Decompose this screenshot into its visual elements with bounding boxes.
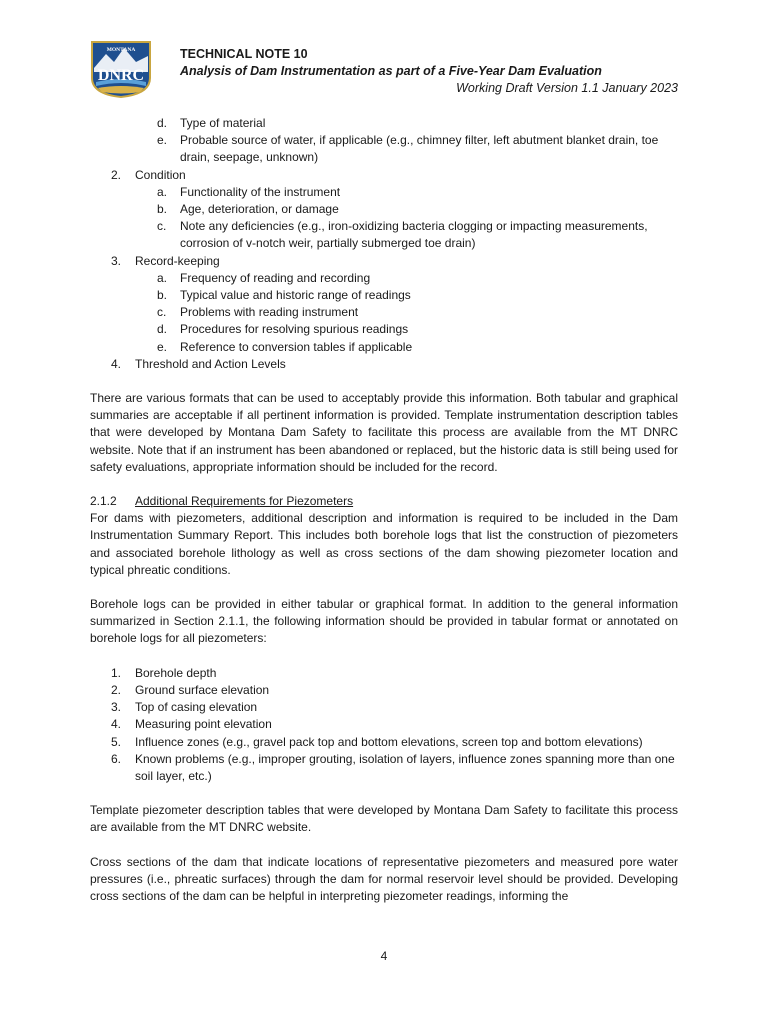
list-item: e. Probable source of water, if applicable (e.g., chimney filter, left abutment blanket drain, toe drain, seepage, unknown): [157, 133, 659, 165]
list-item: 4. Measuring point elevation: [111, 717, 272, 732]
svg-text:MONTANA: MONTANA: [106, 47, 136, 53]
paragraph-template-tables: Template piezometer description tables that were developed by Montana Dam Safety to facilitate this process are available from the MT DNRC website.: [90, 803, 678, 835]
list-item: 5. Influence zones (e.g., gravel pack top and bottom elevations, screen top and bottom elevations): [111, 734, 643, 749]
paragraph-borehole-logs: Borehole logs can be provided in either tabular or graphical format. In addition to the general information summarized in Section 2.1.1, the following information should be provided in tabular format or annotated on borehole logs for all piezometers:: [90, 597, 678, 646]
list-item: d. Procedures for resolving spurious readings: [157, 322, 409, 337]
list-item-threshold: 4. Threshold and Action Levels: [111, 356, 286, 371]
section-number: 2.1.2: [90, 494, 117, 509]
draft-version: Working Draft Version 1.1 January 2023: [456, 81, 678, 95]
list-item: c. Problems with reading instrument: [157, 305, 359, 320]
list-item: d. Type of material: [157, 116, 266, 130]
section-heading: [90, 493, 678, 510]
page-number: 4: [380, 949, 388, 963]
page-body: [90, 115, 678, 905]
piezometer-info-list: [90, 665, 678, 785]
requirements-list: [90, 115, 678, 167]
list-item: e. Reference to conversion tables if applicable: [157, 339, 413, 354]
list-item: a. Frequency of reading and recording: [157, 270, 371, 285]
section-title: Additional Requirements for Piezometers: [135, 494, 354, 509]
svg-text:DNRC: DNRC: [97, 67, 145, 84]
list-item: c. Note any deficiencies (e.g., iron-oxidizing bacteria clogging or impacting measurements, corrosion of v-notch weir, partially submerged toe drain): [157, 219, 648, 251]
list-item: b. Age, deterioration, or damage: [157, 202, 339, 217]
list-item: 6. Known problems (e.g., improper grouting, isolation of layers, influence zones spanning more than one soil layer, etc.): [111, 751, 675, 783]
page-header: [88, 38, 678, 98]
list-item: 2. Ground surface elevation: [111, 682, 270, 697]
dnrc-logo: [88, 38, 154, 98]
list-item-condition: 2. Condition a. Functionality of the instrument b. Age, deterioration, or damage c. Note any deficiencies (e.g., iron-oxidizing bacteria clogging or impacting measurements, corrosion of v-notch weir, partially submerged toe drain): [90, 167, 678, 253]
doc-subtitle: Analysis of Dam Instrumentation as part of a Five-Year Dam Evaluation: [180, 64, 602, 78]
list-item: b. Typical value and historic range of readings: [157, 288, 411, 303]
paragraph-piezometers: For dams with piezometers, additional description and information is required to be included in the Dam Instrumentation Summary Report. This includes both borehole logs that list the construction of piezometers and associated borehole lithology as well as cross sections of the dam showing piezometer location and typical phreatic conditions.: [90, 511, 678, 577]
doc-title: TECHNICAL NOTE 10: [180, 47, 308, 61]
paragraph-cross-sections: Cross sections of the dam that indicate locations of representative piezometers and measured pore water pressures (i.e., phreatic surfaces) through the dam for normal reservoir level should be provided. Developing cross sections of the dam can be helpful in interpreting piezometer readings, informing the: [90, 854, 678, 903]
list-item-record-keeping: 3. Record-keeping a. Frequency of reading and recording b. Typical value and historic range of readings c. Problems with reading instrument d. Procedures for resolving spurious readings e. Reference to conversion tables if applicable: [90, 253, 678, 356]
list-item: a. Functionality of the instrument: [157, 184, 341, 199]
list-item: 1. Borehole depth: [111, 665, 217, 680]
list-item: 3. Top of casing elevation: [111, 700, 258, 715]
paragraph-formats: There are various formats that can be used to acceptably provide this information. Both tabular and graphical summaries are acceptable if all pertinent information is provided. Template instrumentation description tables that were developed by Montana Dam Safety to facilitate this process are available from the MT DNRC website. Note that if an instrument has been abandoned or replaced, but the historic data is still being used for safety evaluations, appropriate information should be included for the record.: [90, 391, 678, 474]
